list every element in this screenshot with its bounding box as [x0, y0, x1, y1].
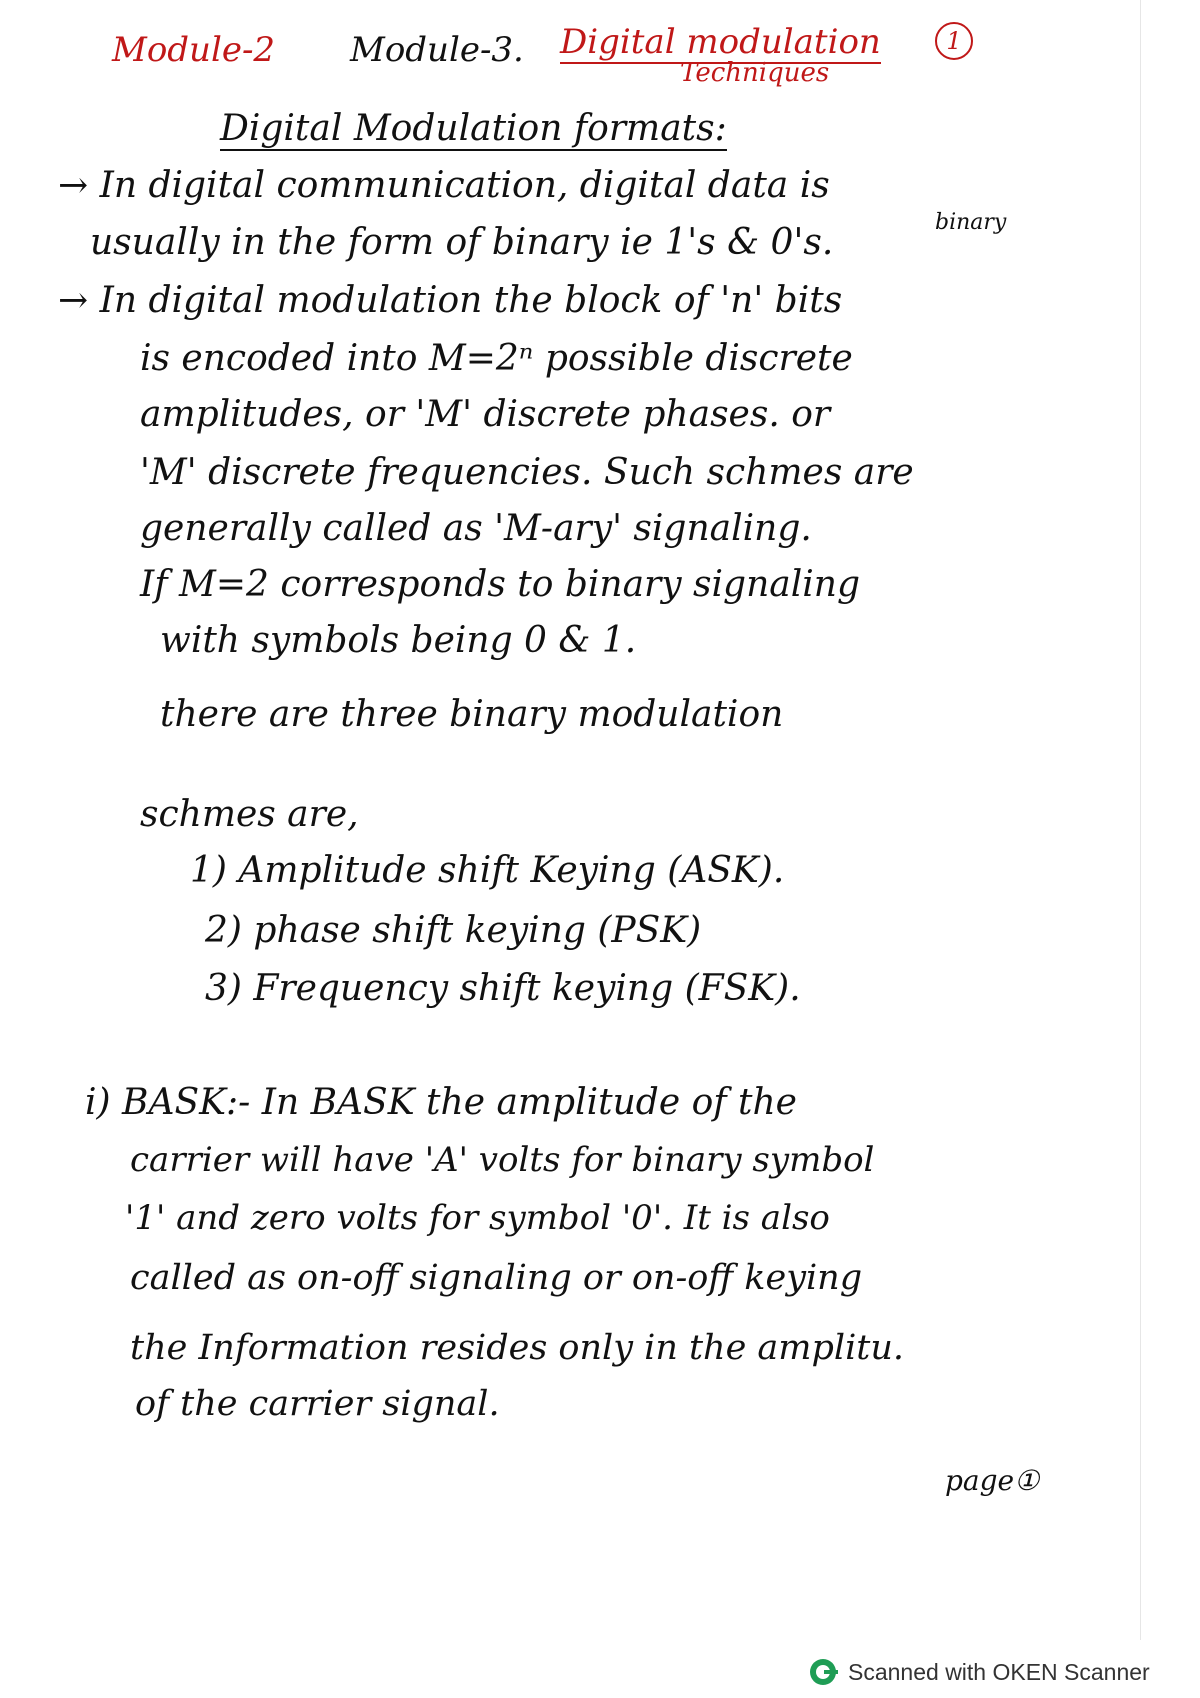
- topic-heading-line2: Techniques: [680, 58, 830, 88]
- text-line: 'M' discrete frequencies. Such schmes are: [140, 452, 914, 493]
- page-number-circle: 1: [935, 22, 973, 60]
- text-line: generally called as 'M-ary' signaling.: [140, 508, 812, 549]
- oken-scanner-logo-icon: [810, 1659, 836, 1685]
- text-line: If M=2 corresponds to binary signaling: [140, 564, 860, 605]
- module-label-left: Module-2: [112, 30, 276, 70]
- text-line: '1' and zero volts for symbol '0'. It is also: [125, 1198, 830, 1238]
- scanner-footer-text: Scanned with OKEN Scanner: [848, 1658, 1150, 1685]
- page-label: page①: [945, 1464, 1040, 1497]
- text-line: of the carrier signal.: [135, 1384, 500, 1424]
- module-label-center: Module-3.: [350, 30, 524, 70]
- scanned-page: [40, 0, 1141, 1640]
- text-line: i) BASK:- In BASK the amplitude of the: [85, 1082, 797, 1123]
- text-line: carrier will have 'A' volts for binary symbol: [130, 1140, 875, 1180]
- text-line: → In digital communication, digital data is: [58, 165, 830, 206]
- text-line: with symbols being 0 & 1.: [160, 620, 637, 661]
- text-line: there are three binary modulation: [160, 694, 784, 735]
- scanner-footer: [810, 1652, 1150, 1692]
- text-line: called as on-off signaling or on-off keying: [130, 1258, 863, 1298]
- list-item: 2) phase shift keying (PSK): [205, 910, 702, 951]
- text-line: → In digital modulation the block of 'n' bits: [58, 280, 843, 321]
- list-item: 3) Frequency shift keying (FSK).: [205, 968, 801, 1009]
- text-line: amplitudes, or 'M' discrete phases. or: [140, 394, 831, 435]
- list-item: 1) Amplitude shift Keying (ASK).: [190, 850, 785, 891]
- text-line: the Information resides only in the amplitu.: [130, 1328, 905, 1368]
- topic-heading: Digital modulation: [560, 22, 881, 62]
- section-title: Digital Modulation formats:: [220, 108, 727, 149]
- text-line: schmes are,: [140, 794, 359, 835]
- margin-note: binary: [935, 210, 1007, 235]
- text-line: is encoded into M=2ⁿ possible discrete: [140, 338, 853, 379]
- text-line: usually in the form of binary ie 1's & 0's.: [90, 222, 834, 263]
